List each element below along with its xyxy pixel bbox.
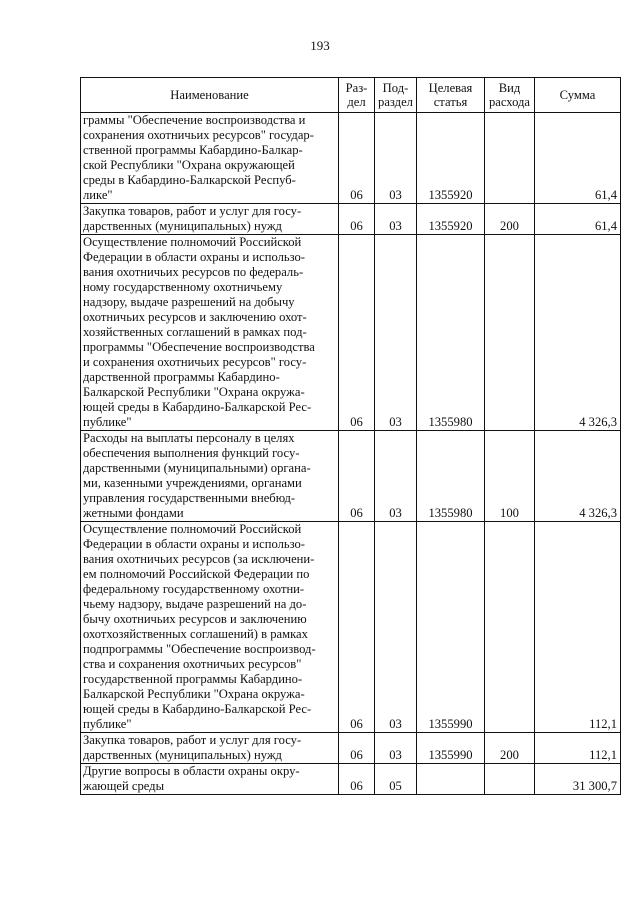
table-row [81,733,621,764]
row-podrazdel: 05 [375,764,417,795]
row-razdel: 06 [339,235,375,431]
header-summa: Сумма [535,78,621,113]
row-razdel: 06 [339,431,375,522]
row-celevaya: 1355920 [417,113,485,204]
table-row [81,235,621,431]
row-razdel: 06 [339,522,375,733]
row-vid: 100 [485,431,535,522]
row-celevaya: 1355980 [417,235,485,431]
table-header-row [81,78,621,113]
table-row [81,522,621,733]
row-name: Осуществление полномочий Российской Федерации в области охраны и использо- вания охотничьих ресурсов (за исключени- ем полномочий Российской Федерации по федеральному государственному охотни- чьему надзору, выдаче разрешений на до- бычу охотничьих ресурсов и заключению охотхозяйственных соглашений) в рамках подпрограммы "Обеспечение воспроизвод- ства и сохранения охотничьих ресурсов" государственной программы Кабардино- Балкарской Республики "Охрана окружа- ющей среды в Кабардино-Балкарской Рес- публике" [81,522,339,733]
row-celevaya: 1355990 [417,733,485,764]
row-podrazdel: 03 [375,113,417,204]
header-vid: Вид расхода [485,78,535,113]
row-podrazdel: 03 [375,204,417,235]
table-row [81,431,621,522]
row-name: Закупка товаров, работ и услуг для госу- дарственных (муниципальных) нужд [81,204,339,235]
table-row [81,764,621,795]
header-razdel: Раз- дел [339,78,375,113]
row-vid: 200 [485,733,535,764]
row-vid [485,764,535,795]
row-summa: 61,4 [535,204,621,235]
row-celevaya: 1355920 [417,204,485,235]
row-razdel: 06 [339,764,375,795]
row-razdel: 06 [339,113,375,204]
header-celevaya: Целевая статья [417,78,485,113]
row-vid [485,235,535,431]
row-summa: 61,4 [535,113,621,204]
row-razdel: 06 [339,733,375,764]
row-summa: 112,1 [535,733,621,764]
table-row [81,204,621,235]
row-podrazdel: 03 [375,235,417,431]
row-name: Закупка товаров, работ и услуг для госу- дарственных (муниципальных) нужд [81,733,339,764]
page-number: 193 [310,38,330,53]
row-vid [485,113,535,204]
row-vid: 200 [485,204,535,235]
row-podrazdel: 03 [375,431,417,522]
row-celevaya: 1355990 [417,522,485,733]
table-row [81,113,621,204]
row-vid [485,522,535,733]
row-podrazdel: 03 [375,522,417,733]
header-podrazdel: Под- раздел [375,78,417,113]
row-podrazdel: 03 [375,733,417,764]
row-summa: 4 326,3 [535,431,621,522]
row-name: Осуществление полномочий Российской Федерации в области охраны и использо- вания охотничьих ресурсов по федераль- ному государственному охотничьему надзору, выдаче разрешений на добычу охотничьих ресурсов и заключению охот- хозяйственных соглашений в рамках под- программы "Обеспечение воспроизводства и сохранения охотничьих ресурсов" госу- дарственной программы Кабардино- Балкарской Республики "Охрана окружа- ющей среды в Кабардино-Балкарской Рес- публике" [81,235,339,431]
budget-table [80,77,621,795]
row-summa: 4 326,3 [535,235,621,431]
row-celevaya: 1355980 [417,431,485,522]
row-name: граммы "Обеспечение воспроизводства и сохранения охотничьих ресурсов" государ- ственной программы Кабардино-Балкар- ской Республики "Охрана окружающей среды в Кабардино-Балкарской Респуб- лике" [81,113,339,204]
row-razdel: 06 [339,204,375,235]
row-name: Другие вопросы в области охраны окру- жающей среды [81,764,339,795]
row-summa: 112,1 [535,522,621,733]
header-name: Наименование [81,78,339,113]
row-celevaya [417,764,485,795]
row-name: Расходы на выплаты персоналу в целях обеспечения выполнения функций госу- дарственными (муниципальными) органа- ми, казенными учреждениями, органами управления государственными внебюд- жетными фондами [81,431,339,522]
row-summa: 31 300,7 [535,764,621,795]
